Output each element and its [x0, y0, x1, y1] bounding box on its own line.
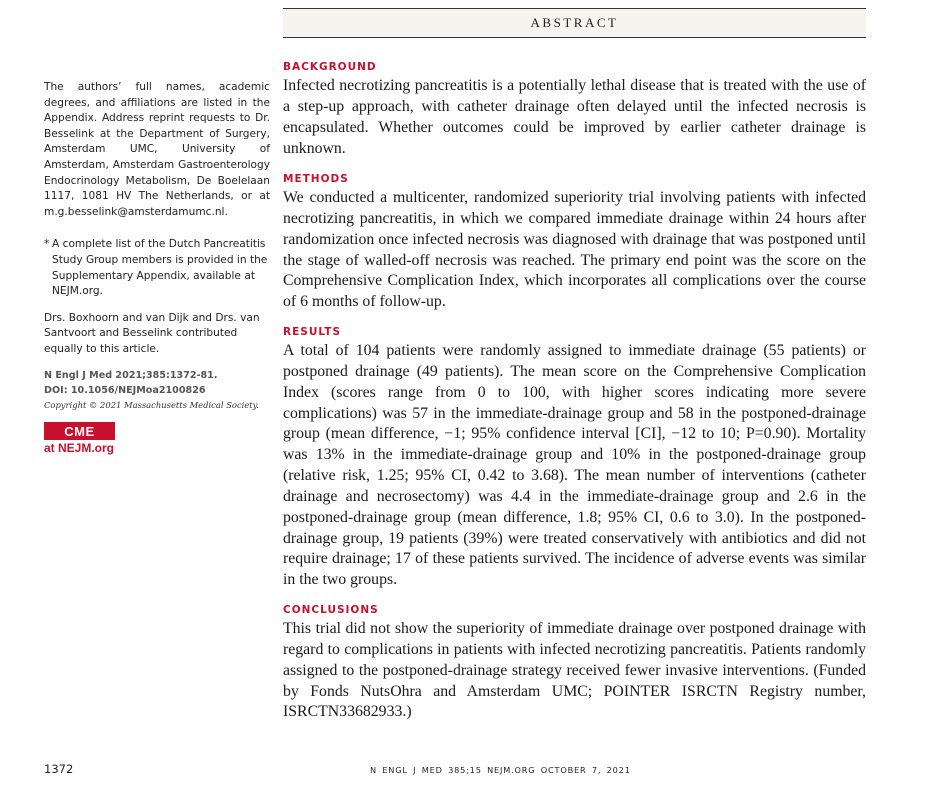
methods-heading: METHODS	[283, 173, 349, 185]
conclusions-heading: CONCLUSIONS	[283, 604, 379, 616]
footnote-marker: *	[44, 238, 50, 251]
running-footer: N ENGL J MED 385;15 NEJM.ORG OCTOBER 7, 2021	[370, 765, 631, 775]
results-text: A total of 104 patients were randomly assigned to immediate drainage (55 patients) or postponed drainage (49 patients). The mean score on the Comprehensive Complication Index (scores range from 0 to 100, with higher scores indicating more severe complications) was 57 in the immediate-drainage group and 58 in the postponed-drainage group (mean difference, −1; 95% confidence interval [CI], −12 to 10; P=0.90). Mortality was 13% in the immediate-drainage group and 10% in the postponed-drainage group (relative risk, 1.25; 95% CI, 0.42 to 3.68). The mean number of interventions (catheter drainage and necrosectomy) was 4.4 in the immediate-drainage group and 2.6 in the postponed-drainage group (mean difference, 1.8; 95% CI, 0.6 to 3.0). In the postponed-drainage group, 19 patients (39%) were treated conservatively with antibiotics and did not require drainage; 17 of these patients survived. The incidence of adverse events was similar in the two groups.	[283, 342, 866, 589]
footnote-text: A complete list of the Dutch Pancreatitis Study Group members is provided in the Supplementary Appendix, available at NEJM.org.	[52, 238, 268, 298]
copyright: Copyright © 2021 Massachusetts Medical Society.	[44, 399, 259, 410]
contribution-note: Drs. Boxhoorn and van Dijk and Drs. van Santvoort and Besselink contributed equally to this article.	[44, 311, 260, 355]
results-heading: RESULTS	[283, 326, 342, 338]
page-number: 1372	[44, 762, 74, 776]
journal-citation: N Engl J Med 2021;385:1372-81.	[44, 369, 218, 381]
cme-badge[interactable]	[44, 422, 115, 440]
sidebar	[44, 80, 270, 413]
conclusions-text: This trial did not show the superiority of immediate drainage over postponed drainage with regard to complications in patients with infected necrotizing pancreatitis. Patients randomly assigned to the postponed-drainage strategy received fewer invasive interventions. (Funded by Fonds NutsOhra and Amsterdam UMC; POINTER ISRCTN Registry number, ISRCTN33682933.)	[283, 620, 866, 721]
methods-text: We conducted a multicenter, randomized superiority trial involving patients with infected necrotizing pancreatitis, in which we compared immediate drainage within 24 hours after randomization once infected necrosis was diagnosed with drainage that was postponed until the stage of walled-off necrosis was reached. The primary end point was the score on the Comprehensive Complication Index, which incorporates all complications over the course of 6 months of follow-up.	[283, 189, 866, 311]
background-text: Infected necrotizing pancreatitis is a potentially lethal disease that is treated with the use of a step-up approach, with catheter drainage often delayed until the infected necrosis is encapsulated. Whether outcomes could be improved by earlier catheter drainage is unknown.	[283, 77, 866, 157]
abstract-header	[283, 8, 866, 38]
study-group-footnote	[44, 237, 270, 299]
cme-link[interactable]: at NEJM.org	[44, 441, 115, 455]
background-heading: BACKGROUND	[283, 61, 377, 73]
author-affiliation-note: The authors’ full names, academic degrees, and affiliations are listed in the Appendix. Address reprint requests to Dr. Besselink at the Department of Surgery, Amsterdam UMC, University of Amsterdam, Amsterdam Gastroenterology Endocrinology Metabolism, De Boelelaan 1117, 1081 HV The Netherlands, or at m.g.besselink@amsterdamumc.nl.	[44, 81, 270, 218]
abstract-title: ABSTRACT	[530, 15, 619, 30]
doi: DOI: 10.1056/NEJMoa2100826	[44, 384, 206, 396]
cme-label: CME	[64, 423, 95, 439]
